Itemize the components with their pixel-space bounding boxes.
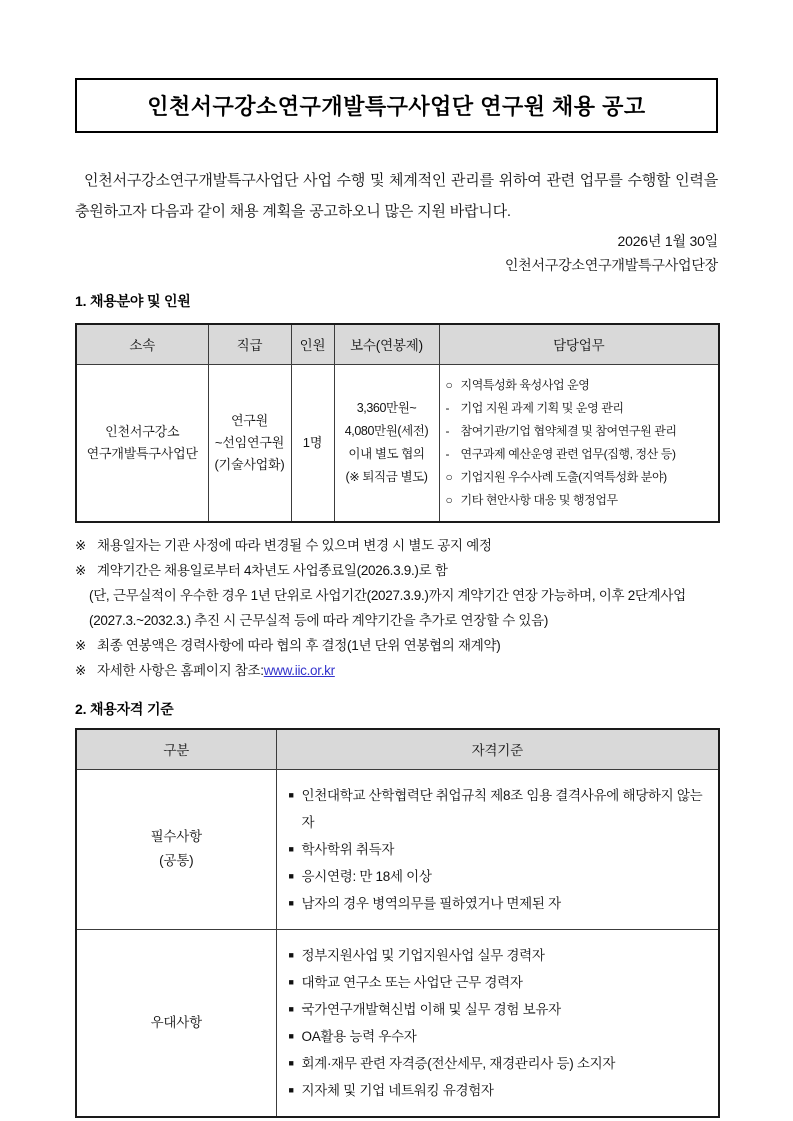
- square-bullet-icon: ■: [288, 976, 294, 987]
- square-bullet-icon: ■: [288, 1057, 294, 1068]
- note-item: [75, 633, 718, 658]
- reference-mark-icon: ※: [75, 638, 87, 653]
- announcement-date: 2026년 1월 30일: [617, 233, 718, 249]
- cell-category-required: [76, 769, 276, 929]
- criteria-text: 학사학위 취득자: [301, 841, 395, 857]
- criteria-text: 정부지원사업 및 기업지원사업 실무 경력자: [301, 947, 545, 963]
- table-row-required: [76, 769, 719, 929]
- circle-marker-icon: ○: [445, 469, 453, 484]
- square-bullet-icon: ■: [288, 843, 294, 854]
- square-bullet-icon: ■: [288, 949, 294, 960]
- criteria-text: OA활용 능력 우수자: [301, 1028, 417, 1044]
- note-item: [75, 558, 718, 583]
- note-item: [75, 533, 718, 558]
- square-bullet-icon: ■: [288, 897, 294, 908]
- category-line: 우대사항: [150, 1014, 202, 1030]
- reference-mark-icon: ※: [75, 563, 87, 578]
- note-continuation: [75, 608, 718, 633]
- criteria-text: 회계·재무 관련 자격증(전산세무, 재경관리사 등) 소지자: [301, 1055, 616, 1071]
- square-bullet-icon: ■: [288, 1084, 294, 1095]
- duty-text: 기업 지원 과제 기획 및 운영 관리: [460, 400, 624, 415]
- table-row-preferred: [76, 929, 719, 1117]
- criteria-text: 대학교 연구소 또는 사업단 근무 경력자: [301, 974, 523, 990]
- square-bullet-icon: ■: [288, 1030, 294, 1041]
- document-page: [75, 0, 718, 1118]
- position-line: 연구원: [230, 412, 269, 428]
- header-position: 직급: [208, 324, 291, 364]
- criteria-text: 인천대학교 산학협력단 취업규칙 제8조 임용 결격사유에 해당하지 않는 자: [301, 787, 703, 830]
- square-bullet-icon: ■: [288, 870, 294, 881]
- qualification-table-header-row: [76, 729, 719, 769]
- note-text: 자세한 사항은 홈페이지 참조:: [97, 663, 264, 678]
- cell-criteria-preferred: [276, 929, 719, 1117]
- criteria-text: 지자체 및 기업 네트워킹 유경험자: [301, 1082, 494, 1098]
- criteria-item: [289, 969, 709, 996]
- category-line: (공통): [159, 853, 194, 868]
- homepage-link[interactable]: www.iic.or.kr: [263, 663, 335, 678]
- header-category: 구분: [76, 729, 276, 769]
- duty-text: 기타 현안사항 대응 및 행정업무: [460, 492, 618, 507]
- note-text: (단, 근무실적이 우수한 경우 1년 단위로 사업기간(2027.3.9.)까지 계약기간 연장 가능하며, 이후 2단계사업: [89, 588, 686, 603]
- reference-mark-icon: ※: [75, 538, 87, 553]
- duty-item: [446, 374, 715, 397]
- pay-line: 이내 별도 협의: [348, 446, 425, 461]
- cell-affiliation: [76, 364, 208, 522]
- duty-text: 기업지원 우수사례 도출(지역특성화 분야): [460, 469, 667, 484]
- announcement-signer: 인천서구강소연구개발특구사업단장: [504, 257, 718, 273]
- qualification-table: [75, 728, 720, 1118]
- pay-line: 3,360만원~: [356, 400, 417, 415]
- duty-item: [446, 466, 715, 489]
- intro-paragraph: 인천서구강소연구개발특구사업단 사업 수행 및 체계적인 관리를 위하여 관련 업무를 수행할 인력을 충원하고자 다음과 같이 채용 계획을 공고하오니 많은 지원 바랍니다.: [75, 172, 718, 220]
- dash-marker-icon: -: [445, 423, 450, 438]
- criteria-item: [289, 1023, 709, 1050]
- cell-position: [208, 364, 291, 522]
- header-pay: 보수(연봉제): [334, 324, 439, 364]
- circle-marker-icon: ○: [445, 377, 453, 392]
- square-bullet-icon: ■: [288, 1003, 294, 1014]
- page-title: 인천서구강소연구개발특구사업단 연구원 채용 공고: [147, 94, 646, 119]
- note-item: [75, 658, 718, 683]
- square-bullet-icon: ■: [288, 789, 294, 800]
- criteria-text: 응시연령: 만 18세 이상: [301, 868, 432, 884]
- cell-criteria-required: [276, 769, 719, 929]
- position-line: (기술사업화): [214, 456, 285, 472]
- criteria-item: [289, 996, 709, 1023]
- notes-list: [75, 533, 718, 683]
- note-text: 채용일자는 기관 사정에 따라 변경될 수 있으며 변경 시 별도 공지 예정: [97, 538, 492, 553]
- recruitment-table-header-row: [76, 324, 719, 364]
- section1-heading: 1. 채용분야 및 인원: [75, 293, 191, 309]
- header-duties: 담당업무: [439, 324, 719, 364]
- header-criteria: 자격기준: [276, 729, 719, 769]
- affiliation-line: 인천서구강소: [105, 423, 180, 439]
- recruitment-table-row: [76, 364, 719, 522]
- criteria-item: [289, 863, 709, 890]
- dash-marker-icon: -: [445, 446, 450, 461]
- cell-duties: [439, 364, 719, 522]
- duty-text: 참여기관/기업 협약체결 및 참여연구원 관리: [460, 423, 677, 438]
- reference-mark-icon: ※: [75, 663, 87, 678]
- category-line: 필수사항: [150, 829, 202, 844]
- header-count: 인원: [291, 324, 334, 364]
- note-text: 계약기간은 채용일로부터 4차년도 사업종료일(2026.3.9.)로 함: [97, 563, 448, 578]
- title-box: [75, 78, 718, 133]
- pay-line: 4,080만원(세전): [344, 423, 429, 438]
- criteria-text: 남자의 경우 병역의무를 필하였거나 면제된 자: [301, 895, 561, 911]
- header-affiliation: 소속: [76, 324, 208, 364]
- note-text: (2027.3.~2032.3.) 추진 시 근무실적 등에 따라 계약기간을 추가로 연장할 수 있음): [89, 613, 549, 628]
- duty-item: [446, 420, 715, 443]
- position-line: ~선임연구원: [214, 434, 285, 450]
- criteria-text: 국가연구개발혁신법 이해 및 실무 경험 보유자: [301, 1001, 561, 1017]
- section2-heading: 2. 채용자격 기준: [75, 701, 174, 717]
- criteria-item: [289, 836, 709, 863]
- criteria-item: [289, 942, 709, 969]
- cell-count: 1명: [291, 364, 334, 522]
- pay-line: (※ 퇴직금 별도): [345, 469, 428, 484]
- duty-text: 연구과제 예산운영 관련 업무(집행, 정산 등): [460, 446, 676, 461]
- criteria-item: [289, 782, 709, 836]
- cell-category-preferred: [76, 929, 276, 1117]
- criteria-item: [289, 1050, 709, 1077]
- duty-item: [446, 489, 715, 512]
- duty-item: [446, 397, 715, 420]
- criteria-item: [289, 890, 709, 917]
- duty-text: 지역특성화 육성사업 운영: [460, 377, 590, 392]
- dash-marker-icon: -: [445, 400, 450, 415]
- criteria-item: [289, 1077, 709, 1104]
- circle-marker-icon: ○: [445, 492, 453, 507]
- recruitment-table: [75, 323, 720, 523]
- cell-pay: [334, 364, 439, 522]
- note-continuation: [75, 583, 718, 608]
- note-text: 최종 연봉액은 경력사항에 따라 협의 후 결정(1년 단위 연봉협의 재계약): [97, 638, 501, 653]
- duty-item: [446, 443, 715, 466]
- affiliation-line: 연구개발특구사업단: [86, 445, 198, 461]
